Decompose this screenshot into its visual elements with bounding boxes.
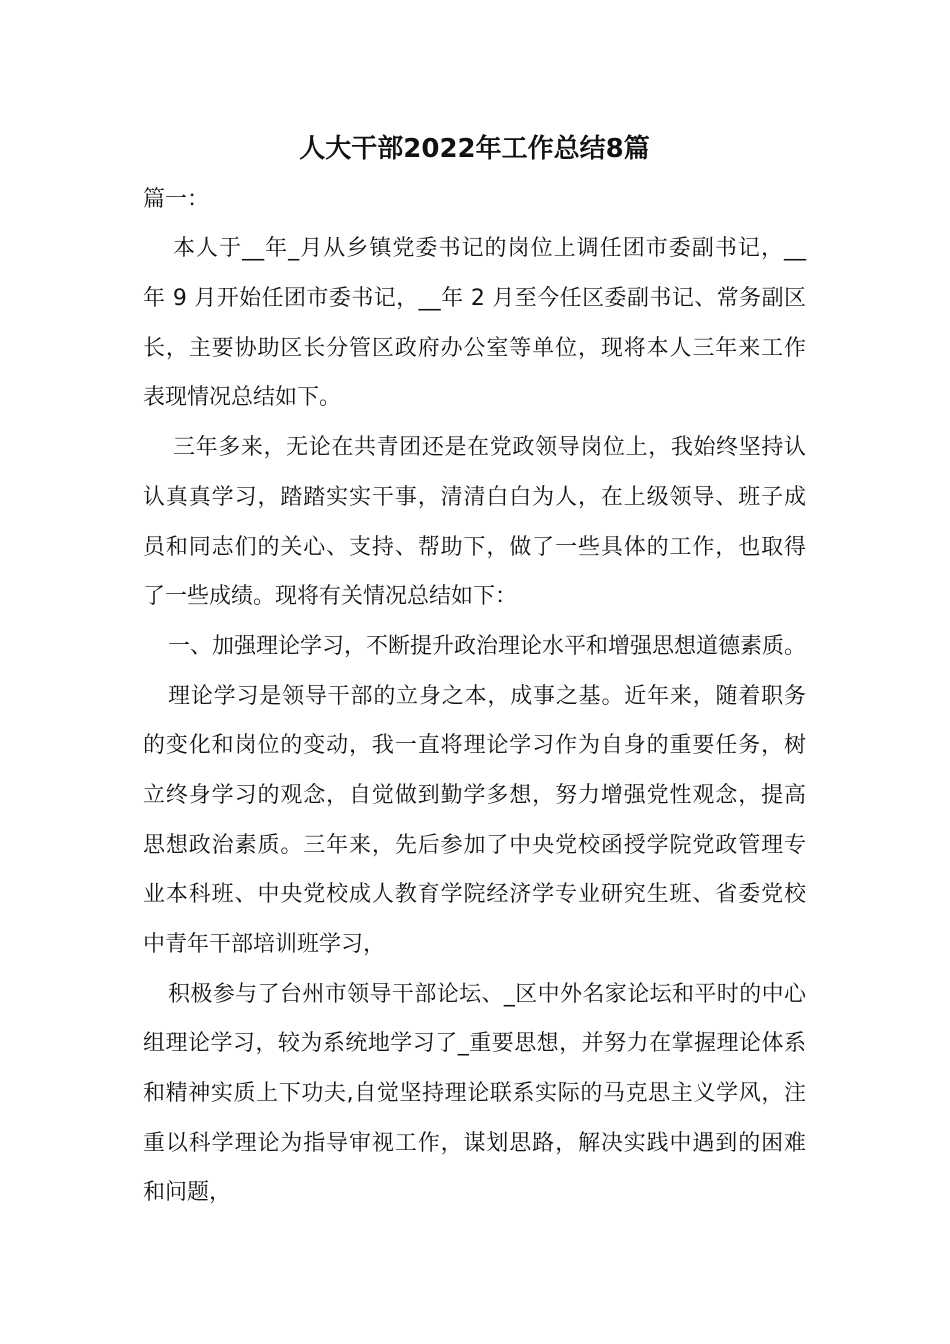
document-page xyxy=(143,125,806,1218)
paragraph-3 xyxy=(143,672,806,970)
text-line: 业本科班、中央党校成人教育学院经济学专业研究生班、省委党校 xyxy=(143,882,806,908)
text-line: 表现情况总结如下。 xyxy=(143,385,342,411)
paragraph-2 xyxy=(143,423,806,622)
text-line: 认真真学习，踏踏实实干事，清清白白为人，在上级领导、班子成 xyxy=(143,484,806,510)
paragraph-1 xyxy=(143,224,806,423)
paragraph-4 xyxy=(143,970,806,1218)
text-line: 长，主要协助区长分管区政府办公室等单位，现将本人三年来工作 xyxy=(143,335,806,361)
section-heading-1 xyxy=(143,622,806,672)
text-line: 思想政治素质。三年来，先后参加了中央党校函授学院党政管理专 xyxy=(143,832,806,858)
text-line: 重以科学理论为指导审视工作，谋划思路，解决实践中遇到的困难 xyxy=(143,1130,806,1156)
text-line: 中青年干部培训班学习， xyxy=(143,932,386,957)
text-line: 积极参与了台州市领导干部论坛、_区中外名家论坛和平时的中心 xyxy=(168,981,806,1007)
text-line: 的变化和岗位的变动，我一直将理论学习作为自身的重要任务，树 xyxy=(143,733,806,759)
text-line: 和问题， xyxy=(143,1180,232,1206)
text-line: 和精神实质上下功夫,自觉坚持理论联系实际的马克思主义学风，注 xyxy=(143,1081,806,1107)
text-line: 理论学习是领导干部的立身之本，成事之基。近年来，随着职务 xyxy=(168,683,806,709)
section-label: 篇一： xyxy=(143,186,210,212)
text-line: 组理论学习，较为系统地学习了_重要思想，并努力在掌握理论体系 xyxy=(143,1031,806,1057)
heading-line: 一、加强理论学习，不断提升政治理论水平和增强思想道德素质。 xyxy=(168,633,807,659)
text-line: 本人于__年_月从乡镇党委书记的岗位上调任团市委副书记，__ xyxy=(173,236,806,262)
text-line: 立终身学习的观念，自觉做到勤学多想，努力增强党性观念，提高 xyxy=(143,782,806,808)
text-line: 了一些成绩。现将有关情况总结如下： xyxy=(143,584,518,610)
text-line: 员和同志们的关心、支持、帮助下，做了一些具体的工作，也取得 xyxy=(143,534,806,560)
text-line: 三年多来，无论在共青团还是在党政领导岗位上，我始终坚持认 xyxy=(173,435,806,461)
text-line: 年 9 月开始任团市委书记，__年 2 月至今任区委副书记、常务副区 xyxy=(143,286,806,312)
document-title: 人大干部2022年工作总结8篇 xyxy=(299,134,650,164)
